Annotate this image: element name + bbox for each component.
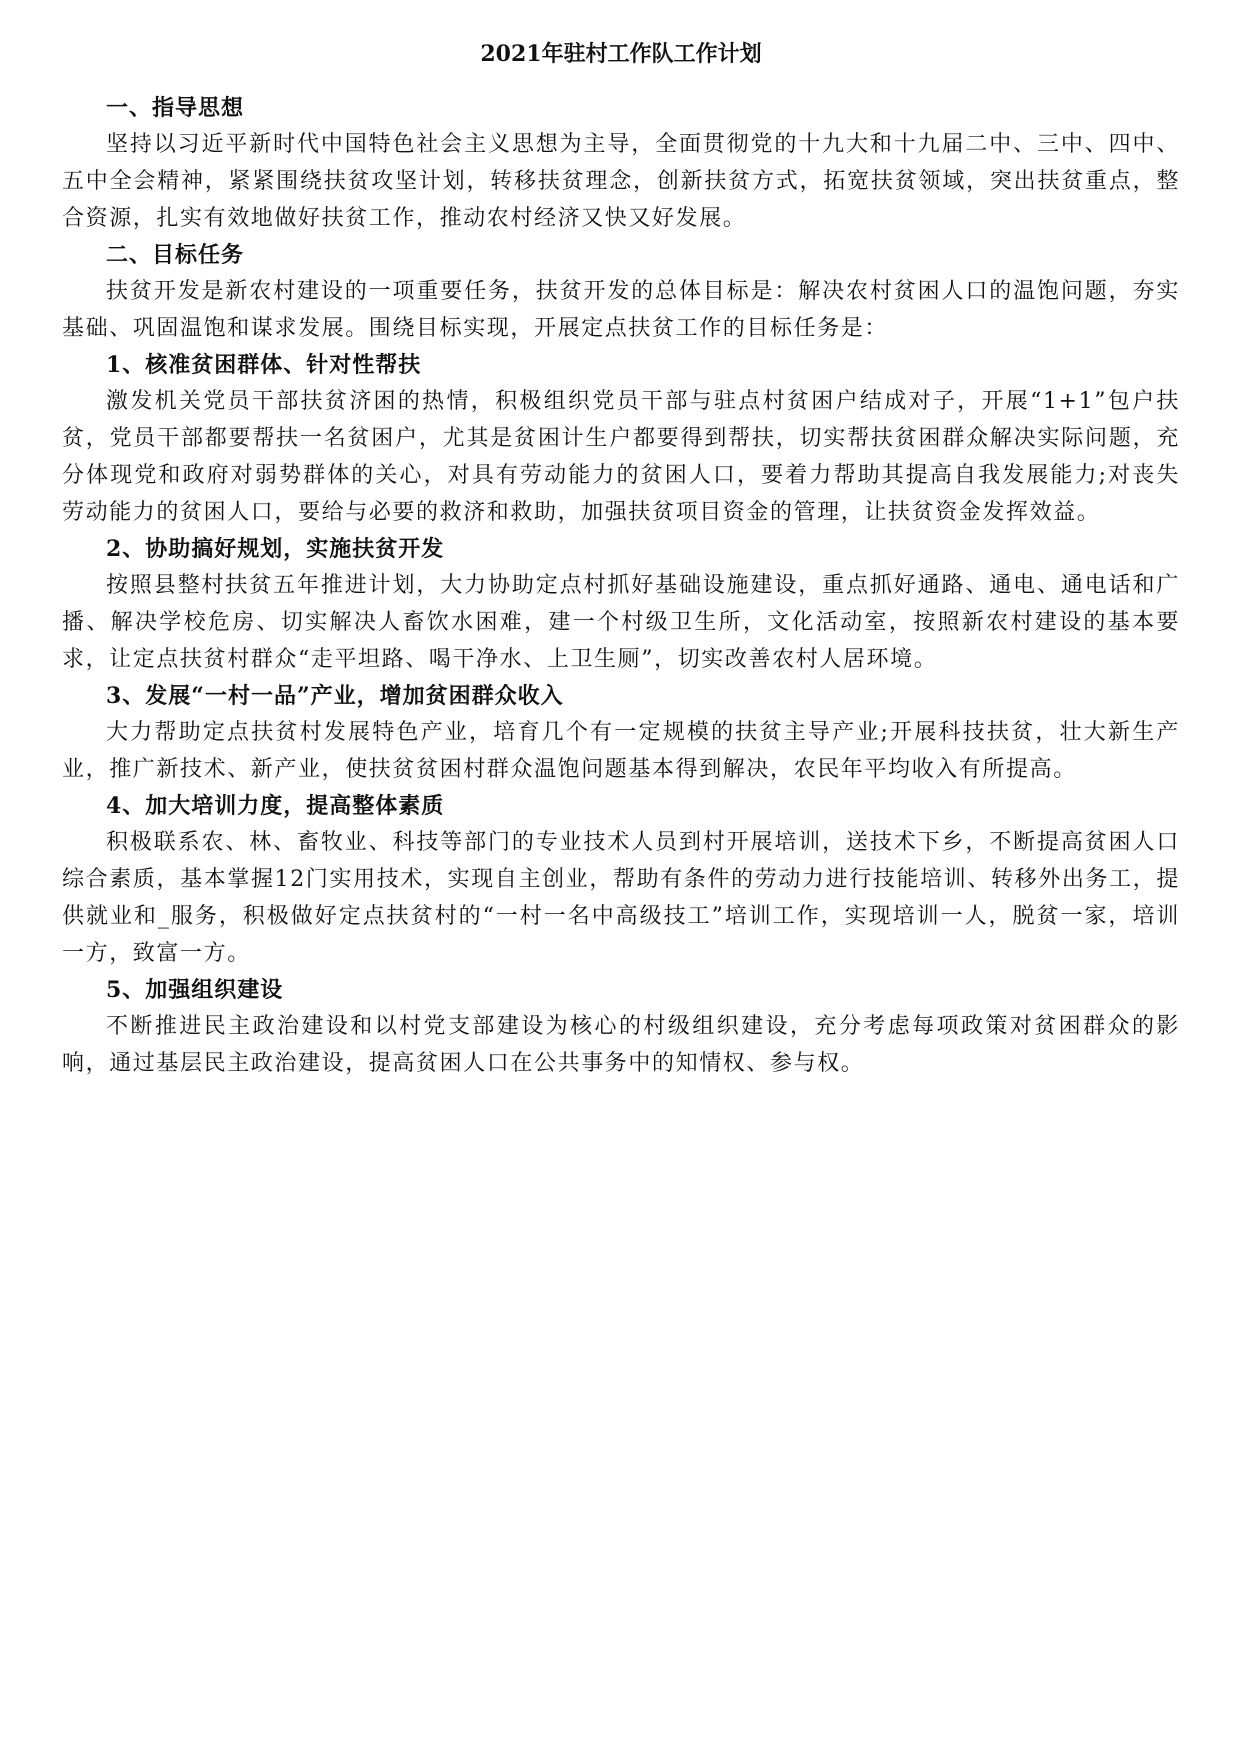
section-heading: 2、协助搞好规划，实施扶贫开发 <box>106 536 445 562</box>
section-heading: 3、发展“一村一品”产业，增加贫困群众收入 <box>106 683 564 709</box>
section-task-3 <box>62 678 1180 788</box>
document-title: 2021年驻村工作队工作计划 <box>480 41 762 67</box>
section-paragraph: 扶贫开发是新农村建设的一项重要任务，扶贫开发的总体目标是：解决农村贫困人口的温饱问题，夯实基础、巩固温饱和谋求发展。围绕目标实现，开展定点扶贫工作的目标任务是： <box>62 279 1180 341</box>
section-heading: 5、加强组织建设 <box>106 977 284 1003</box>
section-heading: 1、核准贫困群体、针对性帮扶 <box>106 352 422 378</box>
section-goals <box>62 237 1180 347</box>
section-paragraph: 积极联系农、林、畜牧业、科技等部门的专业技术人员到村开展培训，送技术下乡，不断提高贫困人口综合素质，基本掌握12门实用技术，实现自主创业，帮助有条件的劳动力进行技能培训、转移外出务工，提供就业和_服务，积极做好定点扶贫村的“一村一名中高级技工”培训工作，实现培训一人，脱贫一家，培训一方，致富一方。 <box>62 830 1180 966</box>
section-paragraph: 大力帮助定点扶贫村发展特色产业，培育几个有一定规模的扶贫主导产业;开展科技扶贫，壮大新生产业，推广新技术、新产业，使扶贫贫困村群众温饱问题基本得到解决，农民年平均收入有所提高。 <box>62 720 1180 782</box>
section-paragraph: 激发机关党员干部扶贫济困的热情，积极组织党员干部与驻点村贫困户结成对子，开展“1+1”包户扶贫，党员干部都要帮扶一名贫困户，尤其是贫困计生户都要得到帮扶，切实帮扶贫困群众解决实际问题，充分体现党和政府对弱势群体的关心，对具有劳动能力的贫困人口，要着力帮助其提高自我发展能力;对丧失劳动能力的贫困人口，要给与必要的救济和救助，加强扶贫项目资金的管理，让扶贫资金发挥效益。 <box>62 389 1180 525</box>
section-paragraph: 坚持以习近平新时代中国特色社会主义思想为主导，全面贯彻党的十九大和十九届二中、三中、四中、五中全会精神，紧紧围绕扶贫攻坚计划，转移扶贫理念，创新扶贫方式，拓宽扶贫领域，突出扶贫重点，整合资源，扎实有效地做好扶贫工作，推动农村经济又快又好发展。 <box>62 132 1180 231</box>
section-task-1 <box>62 347 1180 531</box>
section-paragraph: 按照县整村扶贫五年推进计划，大力协助定点村抓好基础设施建设，重点抓好通路、通电、通电话和广播、解决学校危房、切实解决人畜饮水困难，建一个村级卫生所，文化活动室，按照新农村建设的基本要求，让定点扶贫村群众“走平坦路、喝干净水、上卫生厕”，切实改善农村人居环境。 <box>62 573 1180 672</box>
section-task-2 <box>62 531 1180 678</box>
section-heading: 二、目标任务 <box>106 242 245 268</box>
section-guiding-ideology <box>62 90 1180 237</box>
section-paragraph: 不断推进民主政治建设和以村党支部建设为核心的村级组织建设，充分考虑每项政策对贫困群众的影响，通过基层民主政治建设，提高贫困人口在公共事务中的知情权、参与权。 <box>62 1014 1180 1076</box>
section-task-5 <box>62 972 1180 1082</box>
section-task-4 <box>62 788 1180 972</box>
section-heading: 一、指导思想 <box>106 95 245 121</box>
document-page <box>62 36 1180 1082</box>
section-heading: 4、加大培训力度，提高整体素质 <box>106 793 445 819</box>
